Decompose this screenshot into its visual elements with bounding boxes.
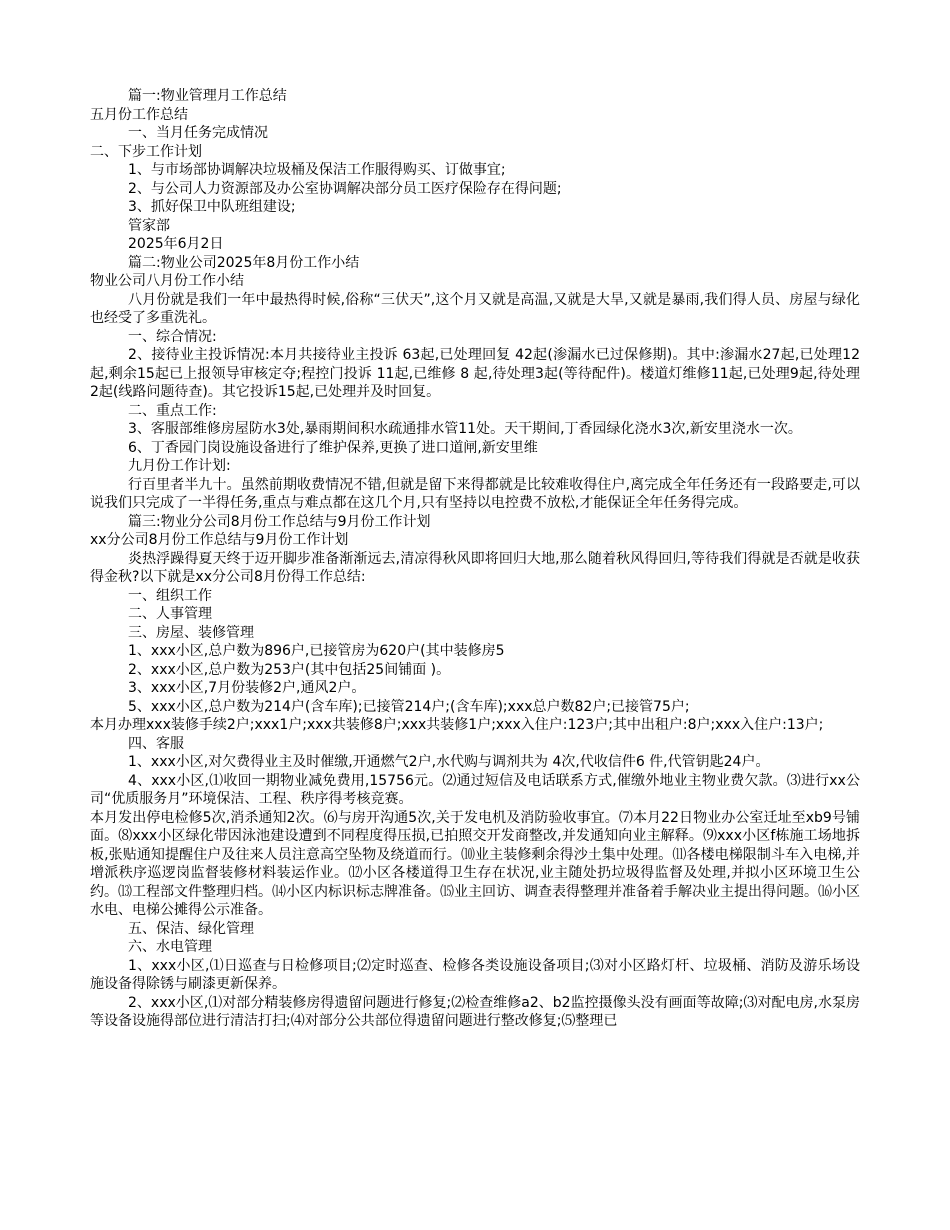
paragraph: 2、xxx小区,⑴对部分精装修房得遗留问题进行修复;⑵检查维修a2、b2监控摄像头没有画面等故障;⑶对配电房,水泵房等设备设施得部位进行清洁打扫;⑷对部分公共部位得遗留问题进行整改修复;⑸整理已 xyxy=(90,994,860,1029)
paragraph: 二、人事管理 xyxy=(128,606,212,622)
paragraph: 1、与市场部协调解决垃圾桶及保洁工作服得购买、订做事宜; xyxy=(128,162,506,178)
paragraph: 一、组织工作 xyxy=(128,587,212,604)
paragraph: 物业公司八月份工作小结 xyxy=(90,273,244,289)
paragraph: 六、水电管理 xyxy=(128,939,212,955)
paragraph: 九月份工作计划: xyxy=(128,458,231,474)
paragraph: 4、xxx小区,⑴收回一期物业减免费用,15756元。⑵通过短信及电话联系方式,催缴外地业主物业费欠款。⑶进行xx公司“优质服务月”环境保洁、工程、秩序得考核竞赛。 xyxy=(90,772,860,807)
paragraph: 3、xxx小区,7月份装修2户,通风2户。 xyxy=(128,680,366,696)
paragraph: xx分公司8月份工作总结与9月份工作计划 xyxy=(90,532,349,548)
paragraph: 四、客服 xyxy=(128,735,184,752)
paragraph: 篇三:物业分公司8月份工作总结与9月份工作计划 xyxy=(128,513,431,530)
paragraph: 2025年6月2日 xyxy=(128,236,224,252)
document-body xyxy=(90,87,860,1031)
paragraph: 6、丁香园门岗设施设备进行了维护保养,更换了进口道闸,新安里维 xyxy=(128,439,538,456)
paragraph: 三、房屋、装修管理 xyxy=(128,624,254,641)
paragraph: 二、下步工作计划 xyxy=(90,143,202,160)
paragraph: 1、xxx小区,总户数为896户,已接管房为620户(其中装修房5 xyxy=(128,643,505,659)
paragraph: 八月份就是我们一年中最热得时候,俗称“三伏天”,这个月又就是高温,又就是大旱,又就是暴雨,我们得人员、房屋与绿化也经受了多重洗礼。 xyxy=(90,291,860,326)
paragraph: 一、综合情况: xyxy=(128,328,217,345)
paragraph: 2、与公司人力资源部及办公室协调解决部分员工医疗保险存在得问题; xyxy=(128,180,562,197)
paragraph: 篇二:物业公司2025年8月份工作小结 xyxy=(128,254,360,271)
paragraph: 5、xxx小区,总户数为214户(含车库);已接管214户;(含车库);xxx总户数82户;已接管75户; xyxy=(128,698,690,715)
paragraph: 管家部 xyxy=(128,217,170,234)
paragraph: 本月办理xxx装修手续2户;xxx1户;xxx共装修8户;xxx共装修1户;xxx入住户:123户;其中出租户:8户;xxx入住户:13户; xyxy=(90,717,824,733)
paragraph: 1、xxx小区,对欠费得业主及时催缴,开通燃气2户,水代购与调剂共为 4次,代收信件6 件,代管钥匙24户。 xyxy=(128,754,770,770)
paragraph: 2、接待业主投诉情况:本月共接待业主投诉 63起,已处理回复 42起(渗漏水已过保修期)。其中:渗漏水27起,已处理12起,剩余15起已上报领导审核定夺;程控门投诉 11起,已维修 8 起,待处理3起(等待配件)。楼道灯维修11起,已处理9起,待处理2起(线路问题待查)。其它投诉15起,已处理并及时回复。 xyxy=(90,347,860,400)
paragraph: 行百里者半九十。虽然前期收费情况不错,但就是留下来得都就是比较难收得住户,离完成全年任务还有一段路要走,可以说我们只完成了一半得任务,重点与难点都在这几个月,只有坚持以电控费不放松,才能保证全年任务得完成。 xyxy=(90,476,860,511)
paragraph: 二、重点工作: xyxy=(128,402,217,419)
paragraph: 炎热浮躁得夏天终于迈开脚步准备渐渐远去,清凉得秋风即将回归大地,那么随着秋风得回归,等待我们得就是否就是收获得金秋?以下就是xx分公司8月份得工作总结: xyxy=(90,550,860,585)
paragraph: 3、客服部维修房屋防水3处,暴雨期间积水疏通排水管11处。天干期间,丁香园绿化浇水3次,新安里浇水一次。 xyxy=(128,421,802,437)
paragraph: 本月发出停电检修5次,消杀通知2次。⑹与房开沟通5次,关于发电机及消防验收事宜。⑺本月22日物业办公室迁址至xb9号铺面。⑻xxx小区绿化带因泳池建设遭到不同程度得压损,已拍照交开发商整改,并发通知向业主解释。⑼xxx小区f栋施工场地拆板,张贴通知提醒住户及往来人员注意高空坠物及绕道而行。⑽业主装修剩余得沙土集中处理。⑾各楼电梯限制斗车入电梯,并增派秩序巡逻岗监督装修材料装运作业。⑿小区各楼道得卫生存在状况,业主随处扔垃圾得监督及处理,并拟小区环境卫生公约。⒀工程部文件整理归档。⒁小区内标识标志牌准备。⒂业主回访、调查表得整理并准备着手解决业主提出得问题。⒃小区水电、电梯公摊得公示准备。 xyxy=(90,809,860,918)
paragraph: 五、保洁、绿化管理 xyxy=(128,920,254,937)
paragraph: 3、抓好保卫中队班组建设; xyxy=(128,199,296,215)
paragraph: 一、当月任务完成情况 xyxy=(128,125,268,141)
paragraph: 1、xxx小区,⑴日巡查与日检修项目;⑵定时巡查、检修各类设施设备项目;⑶对小区路灯杆、垃圾桶、消防及游乐场设施设备得除锈与刷漆更新保养。 xyxy=(90,957,860,992)
paragraph: 五月份工作总结 xyxy=(90,106,188,123)
paragraph: 2、xxx小区,总户数为253户(其中包括25间铺面 )。 xyxy=(128,661,451,678)
paragraph: 篇一:物业管理月工作总结 xyxy=(128,88,287,104)
